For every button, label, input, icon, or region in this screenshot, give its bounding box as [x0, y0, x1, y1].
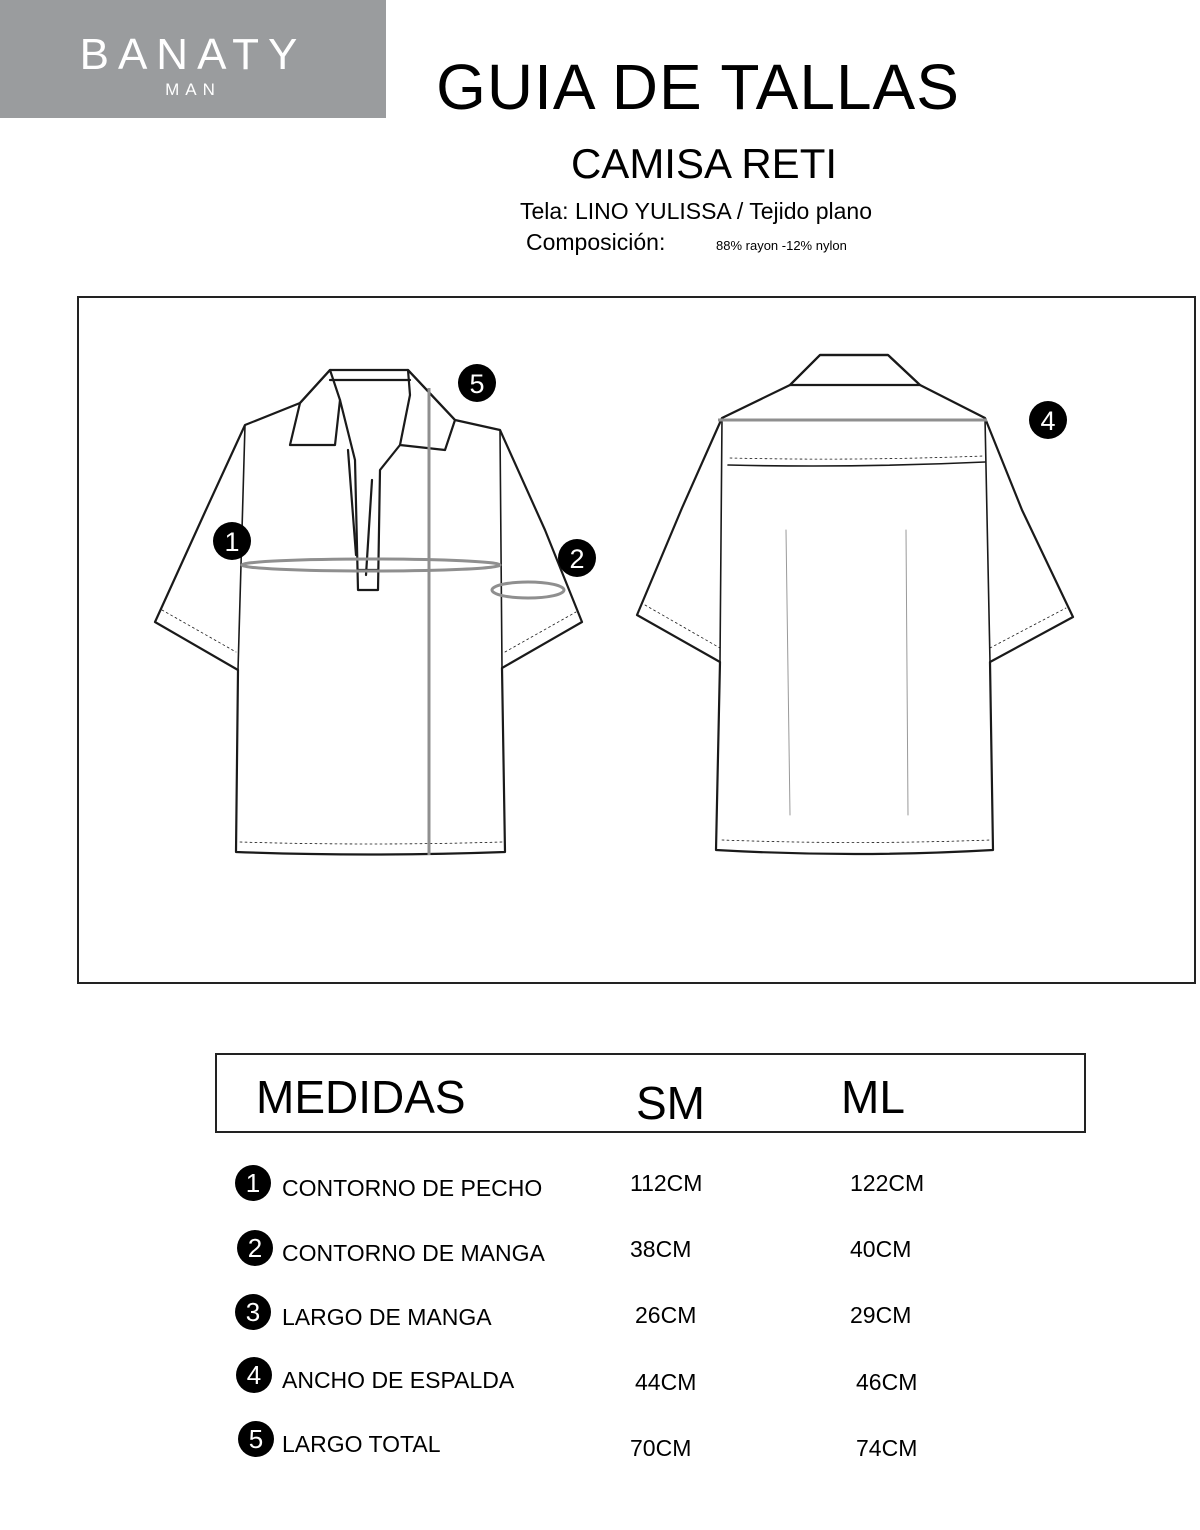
shirt-back-drawing — [637, 355, 1073, 854]
shirt-front-drawing — [155, 370, 585, 855]
svg-text:5: 5 — [469, 369, 485, 399]
row-label: ANCHO DE ESPALDA — [282, 1367, 515, 1393]
marker-2 — [558, 539, 596, 577]
row-number-badge: 5 — [238, 1421, 274, 1457]
row-value-ml: 122CM — [850, 1170, 925, 1196]
row-number-badge: 2 — [237, 1230, 273, 1266]
row-value-ml: 46CM — [856, 1369, 918, 1395]
marker-5 — [458, 364, 496, 402]
svg-text:2: 2 — [569, 544, 585, 574]
row-value-ml: 40CM — [850, 1236, 912, 1262]
svg-text:1: 1 — [224, 527, 240, 557]
composition-label: Composición: — [526, 229, 666, 255]
row-value-ml: 29CM — [850, 1302, 912, 1328]
row-value-sm: 44CM — [635, 1369, 697, 1395]
row-number-badge: 4 — [236, 1357, 272, 1393]
row-value-sm: 26CM — [635, 1302, 697, 1328]
row-label: CONTORNO DE MANGA — [282, 1240, 545, 1266]
table-row — [0, 1165, 1200, 1209]
row-value-sm: 70CM — [630, 1435, 692, 1461]
row-value-sm: 112CM — [630, 1170, 703, 1196]
page-title: GUIA DE TALLAS — [436, 51, 960, 123]
header-measure: MEDIDAS — [256, 1071, 466, 1123]
header-size-ml: ML — [841, 1071, 905, 1123]
row-label: LARGO DE MANGA — [282, 1304, 492, 1330]
table-row — [0, 1421, 1200, 1465]
row-value-sm: 38CM — [630, 1236, 692, 1262]
svg-text:4: 4 — [1040, 406, 1056, 436]
row-label: LARGO TOTAL — [282, 1431, 441, 1457]
product-name: CAMISA RETI — [570, 140, 838, 187]
table-row — [0, 1230, 1200, 1274]
marker-1 — [213, 522, 251, 560]
table-row — [0, 1357, 1200, 1401]
marker-4 — [1029, 401, 1067, 439]
row-number-badge: 3 — [235, 1294, 271, 1330]
header-size-sm: SM — [636, 1077, 705, 1129]
row-label: CONTORNO DE PECHO — [282, 1175, 543, 1201]
table-row — [0, 1294, 1200, 1338]
row-value-ml: 74CM — [856, 1435, 918, 1461]
row-number-badge: 1 — [235, 1165, 271, 1201]
composition-value: 88% rayon -12% nylon — [716, 238, 847, 253]
brand-sub: MAN — [165, 80, 221, 99]
fabric-info: Tela: LINO YULISSA / Tejido plano — [519, 198, 873, 224]
brand-name: BANATY — [79, 30, 307, 79]
